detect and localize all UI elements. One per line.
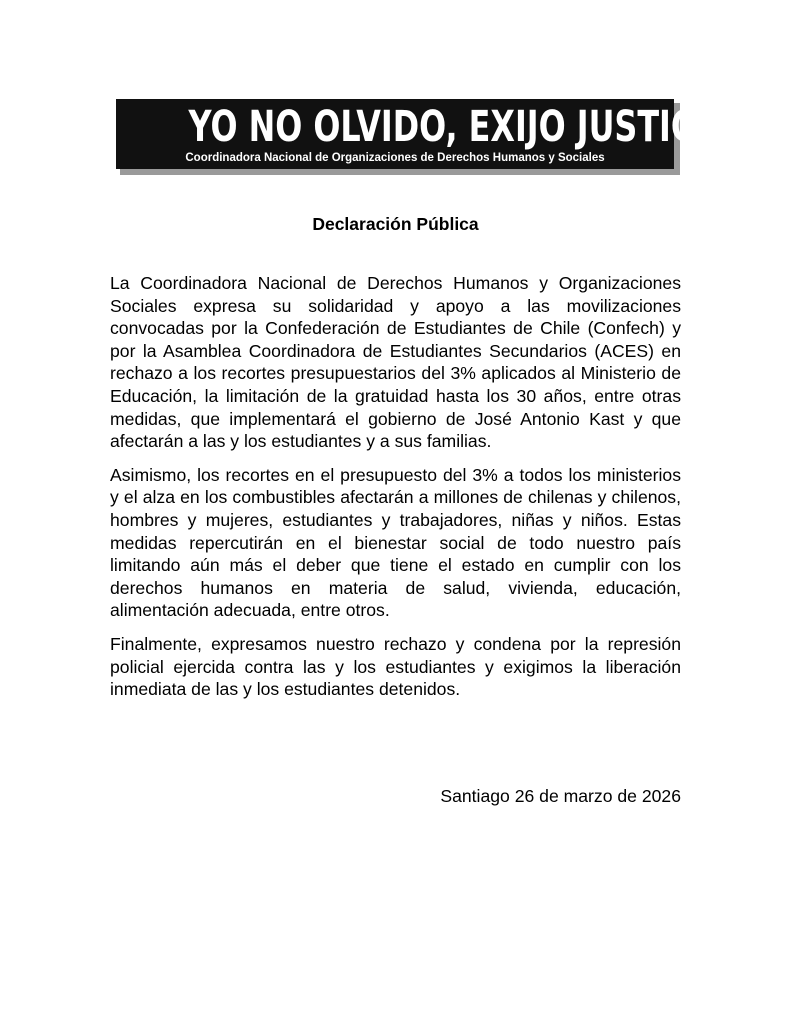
- banner-title: YO NO OLVIDO, EXIJO JUSTICIA: [188, 102, 731, 152]
- header-banner: [116, 99, 731, 173]
- paragraph-solidarity: La Coordinadora Nacional de Derechos Humanos y Organizaciones Sociales expresa su solidaridad y apoyo a las movilizaciones convocadas por la Confederación de Estudiantes de Chile (Confech) y por la Asamblea Coordinadora de Estudiantes Secundarios (ACES) en rechazo a los recortes presupuestarios del 3% aplicados al Ministerio de Educación, la limitación de la gratuidad hasta los 30 años, entre otras medidas, que implementará el gobierno de José Antonio Kast y que afectarán a las y los estudiantes y a sus familias.: [110, 273, 681, 452]
- document-body: [110, 272, 681, 712]
- banner-subtitle: Coordinadora Nacional de Organizaciones de Derechos Humanos y Sociales: [185, 152, 605, 164]
- paragraph-budget-cuts: Asimismo, los recortes en el presupuesto del 3% a todos los ministerios y el alza en los combustibles afectarán a millones de chilenas y chilenos, hombres y mujeres, estudiantes y trabajadores, niñas y niños. Estas medidas repercutirán en el bienestar social de todo nuestro país limitando aún más el deber que tiene el estado en cumplir con los derechos humanos en materia de salud, vivienda, educación, alimentación adecuada, entre otros.: [110, 464, 681, 621]
- paragraph-condemnation: Finalmente, expresamos nuestro rechazo y condena por la represión policial ejercida contra las y los estudiantes y exigimos la liberación inmediata de las y los estudiantes detenidos.: [110, 633, 681, 700]
- banner-box: [116, 99, 731, 169]
- document-heading: Declaración Pública: [312, 214, 479, 234]
- place-date: Santiago 26 de marzo de 2026: [440, 786, 681, 806]
